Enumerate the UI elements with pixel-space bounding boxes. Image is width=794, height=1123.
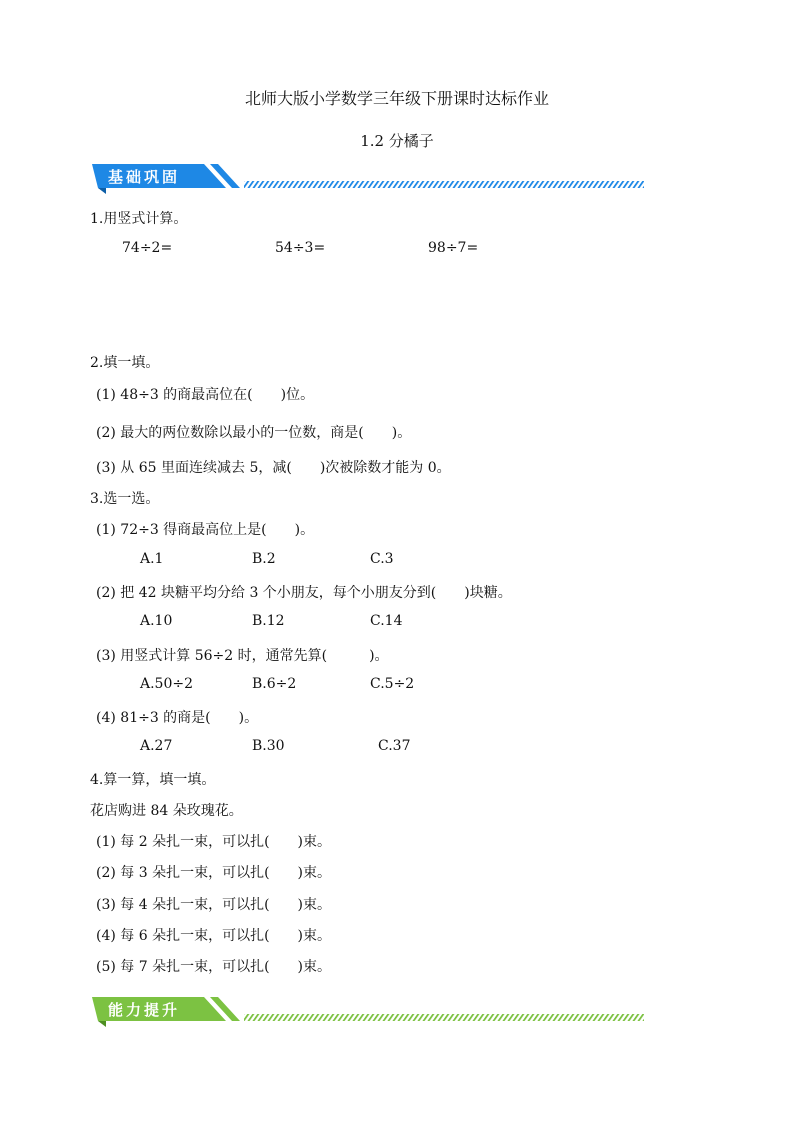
q1-item: 74÷2= [122,240,173,256]
q3-option: B.12 [252,613,285,629]
q4-intro: 花店购进 84 朵玫瑰花。 [90,803,243,819]
q1-item: 54÷3= [275,240,326,256]
q3-option: C.14 [370,613,403,629]
question-4-title: 4.算一算，填一填。 [90,772,216,788]
q3-option: A.1 [140,551,164,567]
question-2-title: 2.填一填。 [90,355,160,371]
q4-item: (2) 每 3 朵扎一束，可以扎( )束。 [96,865,332,881]
q3-option: B.30 [252,738,285,754]
question-3-title: 3.选一选。 [90,491,160,507]
section-label-basic: 基础巩固 [108,168,181,186]
q3-option: C.5÷2 [370,676,415,692]
section-label-advanced: 能力提升 [108,1001,181,1019]
question-1-title: 1.用竖式计算。 [90,211,188,227]
q3-option: A.50÷2 [140,676,194,692]
q3-option: B.6÷2 [252,676,297,692]
q3-question: (1) 72÷3 得商最高位上是( )。 [96,522,315,538]
q4-item: (1) 每 2 朵扎一束，可以扎( )束。 [96,834,332,850]
section-banner-advanced [92,993,652,1027]
q3-option: C.3 [370,551,394,567]
q3-option: A.10 [140,613,173,629]
q3-question: (4) 81÷3 的商是( )。 [96,710,259,726]
lesson-subtitle: 1.2 分橘子 [360,132,434,150]
q3-option: C.37 [378,738,411,754]
q2-item: (2) 最大的两位数除以最小的一位数，商是( )。 [96,425,412,441]
q4-item: (3) 每 4 朵扎一束，可以扎( )束。 [96,897,332,913]
q2-item: (1) 48÷3 的商最高位在( )位。 [96,387,315,403]
q1-item: 98÷7= [428,240,479,256]
q3-option: A.27 [140,738,173,754]
q3-option: B.2 [252,551,276,567]
q4-item: (4) 每 6 朵扎一束，可以扎( )束。 [96,928,332,944]
document-title: 北师大版小学数学三年级下册课时达标作业 [244,89,549,108]
q3-question: (2) 把 42 块糖平均分给 3 个小朋友，每个小朋友分到( )块糖。 [96,585,512,601]
q4-item: (5) 每 7 朵扎一束，可以扎( )束。 [96,959,332,975]
q3-question: (3) 用竖式计算 56÷2 时，通常先算( )。 [96,648,389,664]
section-banner-basic [92,160,652,194]
q2-item: (3) 从 65 里面连续减去 5，减( )次被除数才能为 0。 [96,460,451,476]
